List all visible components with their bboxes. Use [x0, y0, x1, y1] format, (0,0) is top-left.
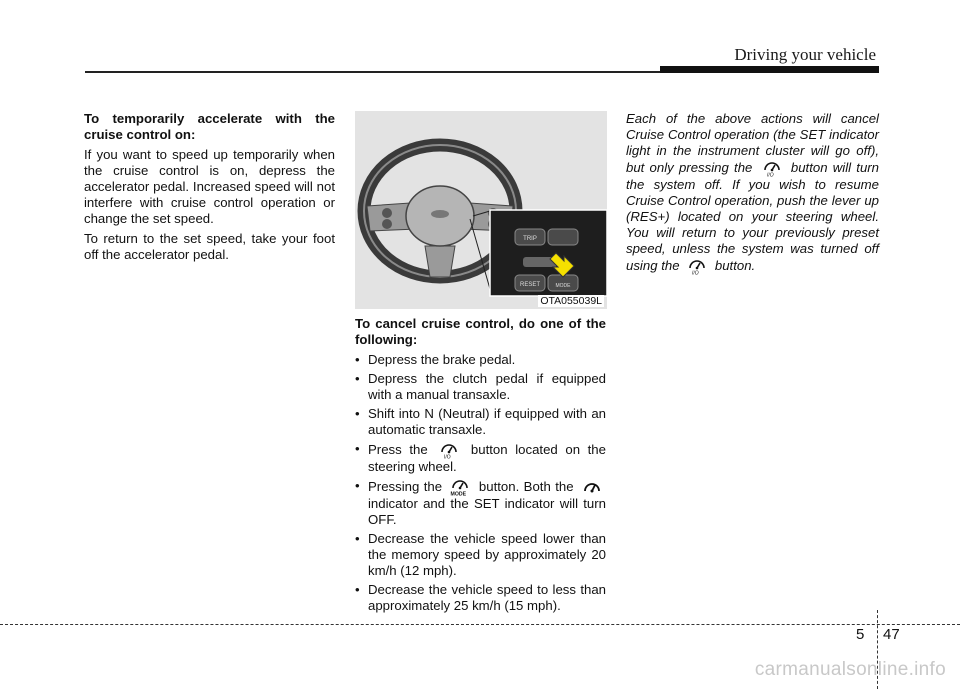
list-item	[355, 531, 606, 579]
list-item-text: button. Both the	[478, 479, 574, 494]
note-text: button.	[714, 258, 756, 273]
reset-button-label: RESET	[519, 282, 541, 288]
column-right	[626, 111, 879, 279]
cruise-mode-icon	[449, 478, 471, 496]
svg-text:I/O: I/O	[766, 172, 774, 177]
page-number: 47	[883, 626, 900, 643]
footer-rule	[0, 624, 960, 625]
list-item	[355, 371, 606, 403]
list-item	[355, 478, 606, 528]
note-text: Each of the above actions will cancel Cruise Control operation (the SET indicator light in the instrument cluster will go off), but only pressing the	[626, 111, 879, 175]
mode-button-label: MODE	[555, 283, 571, 289]
list-item	[355, 352, 606, 368]
header-rule-accent	[660, 66, 879, 73]
list-item	[355, 406, 606, 438]
cruise-onoff-icon	[438, 441, 460, 459]
steering-wheel-figure	[355, 111, 607, 309]
list-item-text: Decrease the vehicle speed to less than approximately 25 km/h (15 mph).	[368, 582, 606, 613]
cruise-onoff-icon	[686, 257, 708, 275]
list-item	[355, 582, 606, 614]
list-item-text: Depress the brake pedal.	[368, 352, 516, 367]
list-item-text: Shift into N (Neutral) if equipped with an automatic transaxle.	[368, 406, 606, 437]
list-item-text: button located on the steering wheel.	[368, 442, 606, 474]
chapter-number: 5	[856, 626, 865, 643]
figure-code: OTA055039L	[540, 295, 602, 307]
trip-button-label: TRIP	[523, 236, 537, 242]
list-item-text: indicator and the SET indicator will turn OFF.	[368, 496, 606, 527]
cruise-indicator-icon	[581, 478, 603, 496]
header-rule	[85, 71, 660, 73]
cancel-methods-list	[355, 352, 606, 614]
paragraph-return-set-speed: To return to the set speed, take your foot off the accelerator pedal.	[84, 231, 335, 262]
paragraph-cancel-note	[626, 111, 879, 275]
note-text: button will turn the system off. If you wish to resume Cruise Control operation, push the lever up (RES+) located on your steering wheel. You will return to your previously preset speed, unless the system was turned off using the	[626, 160, 880, 273]
list-item-text: Depress the clutch pedal if equipped with a manual transaxle.	[368, 371, 606, 402]
cruise-onoff-icon	[761, 159, 783, 177]
column-middle	[355, 316, 606, 617]
list-item-text: Pressing the	[368, 479, 443, 494]
steering-wheel-illustration	[355, 111, 607, 309]
heading-cancel-cruise: To cancel cruise control, do one of the following:	[355, 316, 606, 347]
watermark: carmanualsonline.info	[754, 659, 946, 680]
svg-text:I/O: I/O	[444, 454, 451, 459]
list-item	[355, 441, 606, 475]
paragraph-speed-up: If you want to speed up temporarily when the cruise control is on, depress the accelerator pedal. Increased speed will not interfere with cruise control operation or change the set speed.	[84, 147, 335, 226]
svg-text:I/O: I/O	[692, 270, 699, 275]
list-item-text: Decrease the vehicle speed lower than the memory speed by approximately 20 km/h (12 mph).	[368, 531, 606, 578]
list-item-text: Press the	[368, 442, 428, 457]
section-title: Driving your vehicle	[734, 45, 876, 64]
svg-text:MODE: MODE	[450, 491, 467, 496]
heading-temporary-accelerate: To temporarily accelerate with the cruise control on:	[84, 111, 335, 142]
column-left	[84, 111, 335, 267]
